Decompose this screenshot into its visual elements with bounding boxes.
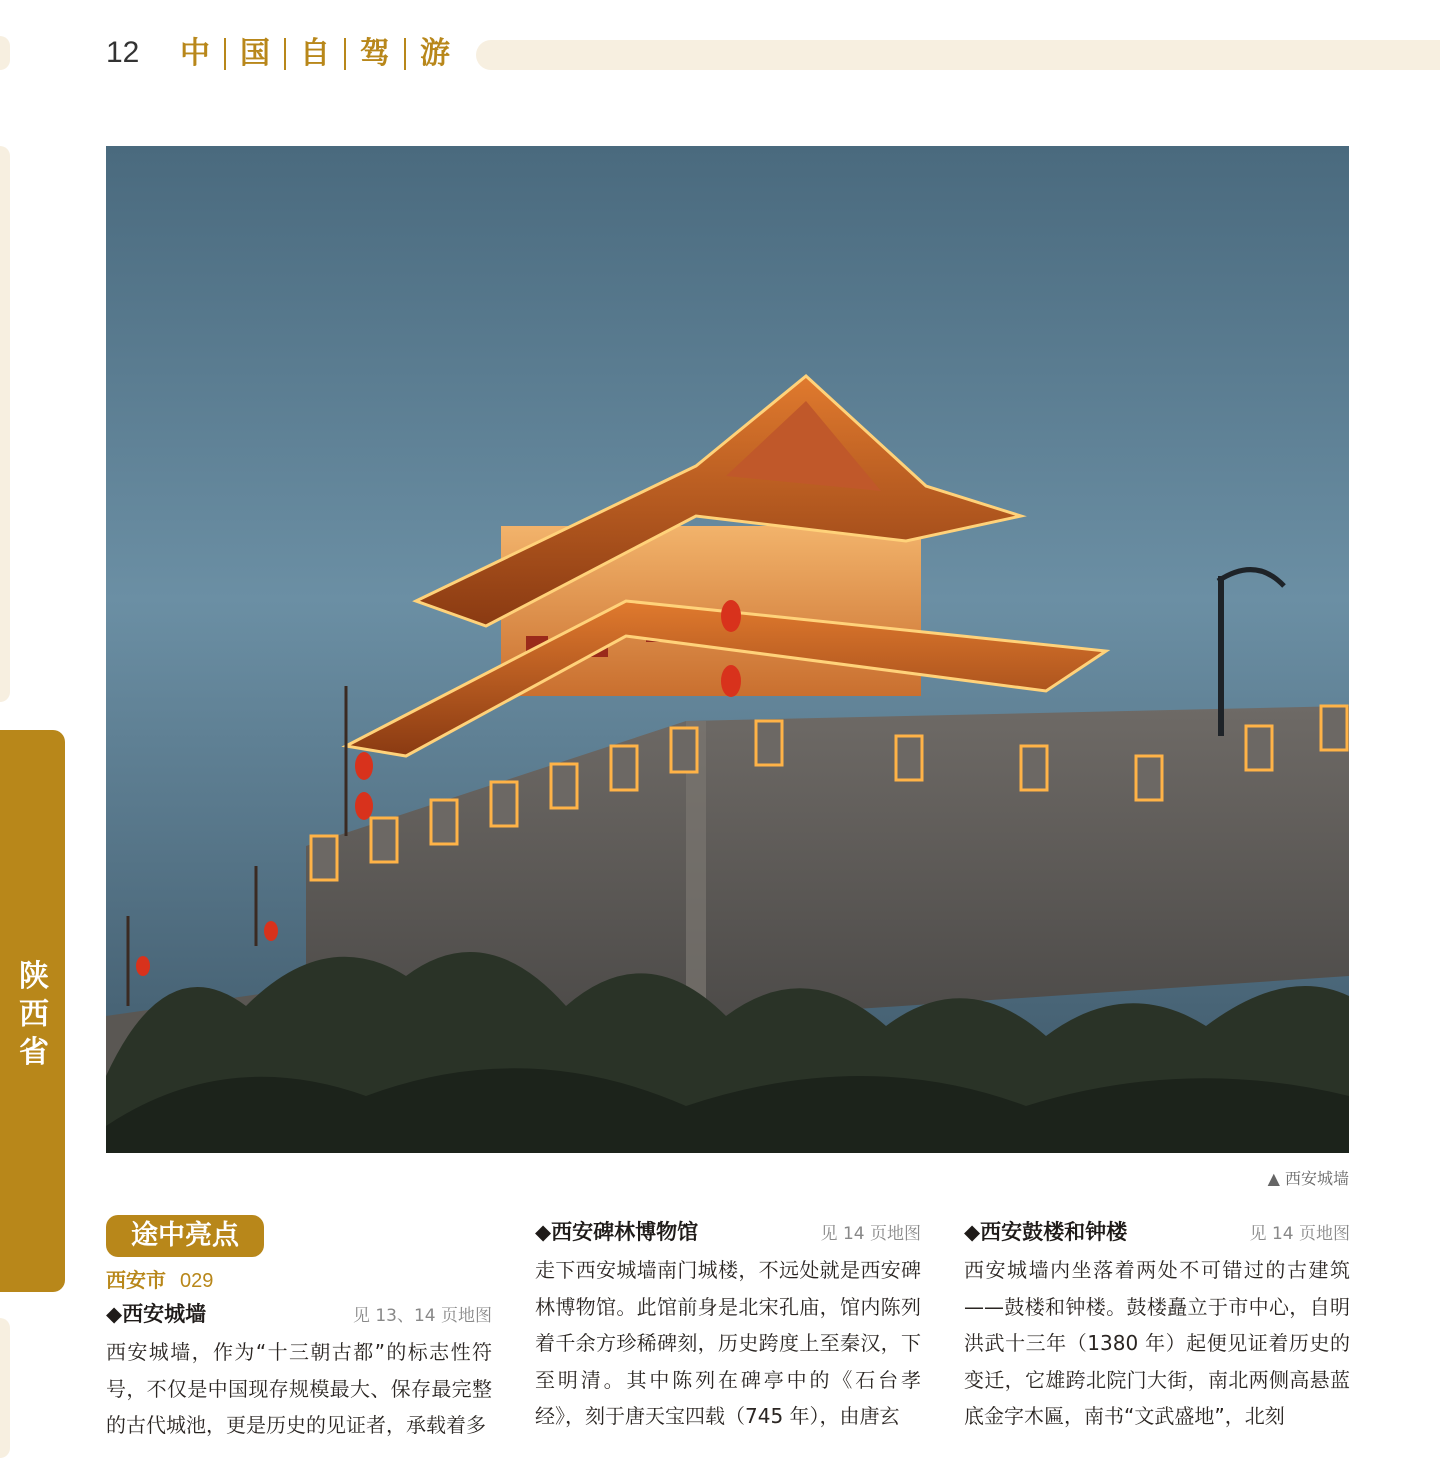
area-code: 029 [180, 1270, 214, 1292]
highlights-badge: 途中亮点 [106, 1215, 264, 1257]
map-reference: 见 14 页地图 [1249, 1224, 1350, 1244]
section-header [964, 1216, 1350, 1252]
section-header [106, 1298, 492, 1334]
section-title: ◆西安鼓楼和钟楼 [964, 1220, 1128, 1244]
series-title-char: 驾 [360, 36, 390, 71]
series-title-char: 中 [180, 36, 210, 71]
section-city-wall [106, 1298, 492, 1444]
section-header [535, 1216, 921, 1252]
edge-tab-top [0, 36, 10, 70]
section-title: ◆西安碑林博物馆 [535, 1220, 699, 1244]
header-decor-bar [476, 40, 1440, 70]
section-body: 西安城墙内坐落着两处不可错过的古建筑——鼓楼和钟楼。鼓楼矗立于市中心，自明洪武十三年（1380 年）起便见证着历史的变迁，它雄跨北院门大街，南北两侧高悬蓝底金字木匾，南书“文武盛地”，北刻 [964, 1258, 1350, 1429]
city-wall-photo [106, 146, 1349, 1153]
photo-caption: ▲ 西安城墙 [1267, 1169, 1349, 1188]
series-title-char: 自 [300, 36, 330, 71]
edge-tab-lower [0, 1318, 10, 1458]
map-reference: 见 14 页地图 [820, 1224, 921, 1244]
series-title-char: 游 [420, 36, 450, 71]
page-number: 12 [106, 36, 140, 69]
section-drum-bell-tower [964, 1216, 1350, 1435]
edge-tab-upper [0, 146, 10, 702]
section-body: 走下西安城墙南门城楼，不远处就是西安碑林博物馆。此馆前身是北宋孔庙，馆内陈列着千余方珍稀碑刻，历史跨度上至秦汉，下至明清。其中陈列在碑亭中的《石台孝经》，刻于唐天宝四载（745 年），由唐玄 [535, 1258, 921, 1429]
city-name: 西安市 [106, 1268, 166, 1292]
city-line [106, 1264, 213, 1293]
section-beilin-museum [535, 1216, 921, 1435]
map-reference: 见 13、14 页地图 [352, 1306, 492, 1326]
section-body: 西安城墙，作为“十三朝古都”的标志性符号，不仅是中国现存规模最大、保存最完整的古代城池，更是历史的见证者，承载着多 [106, 1340, 492, 1438]
series-title [180, 36, 464, 72]
series-title-char: 国 [240, 36, 270, 71]
province-tab-label: 陕西省 [19, 959, 49, 1070]
section-title: ◆西安城墙 [106, 1302, 207, 1326]
